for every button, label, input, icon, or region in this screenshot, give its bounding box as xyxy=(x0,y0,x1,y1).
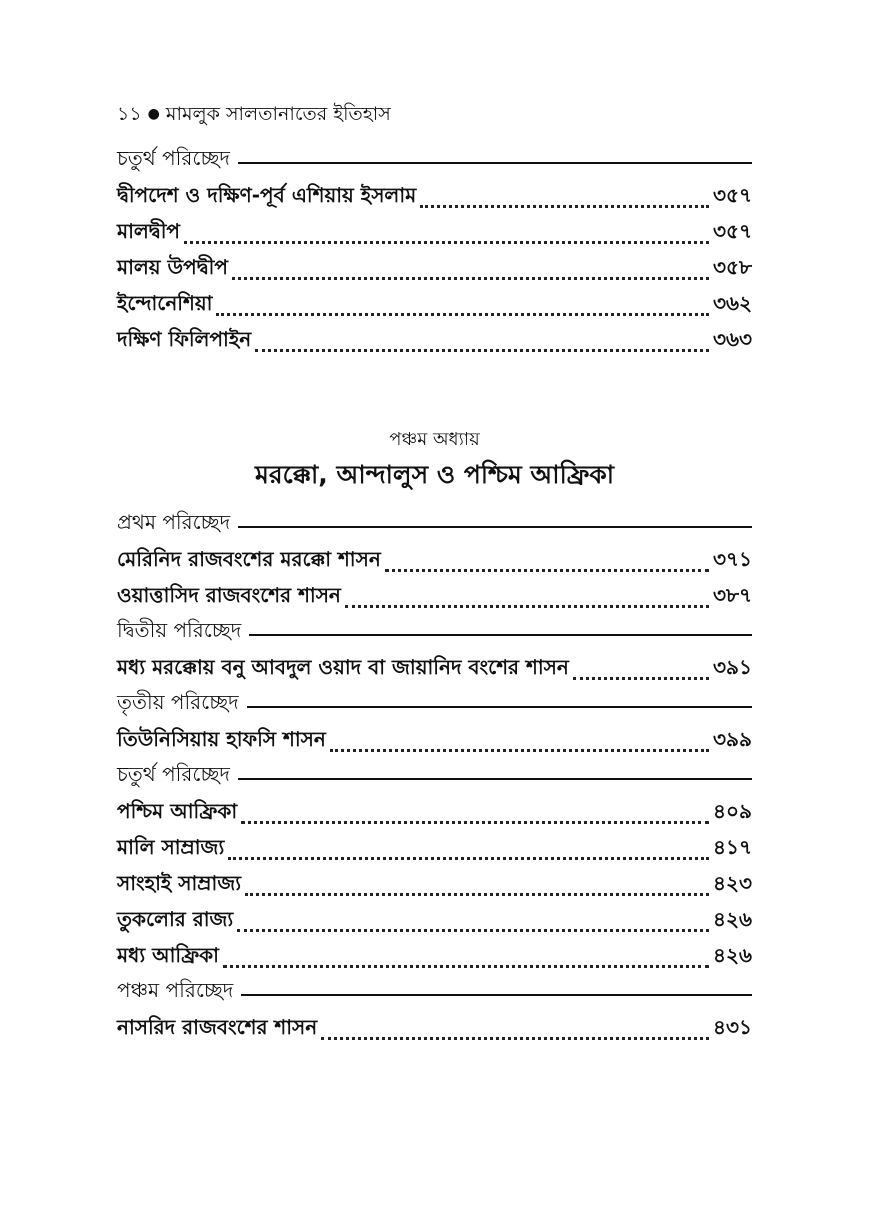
entry-title: দক্ষিণ ফিলিপাইন xyxy=(117,327,252,351)
dot-leader xyxy=(573,677,709,680)
entry-page: ৩৯১ xyxy=(713,655,752,679)
toc-entry[interactable] xyxy=(117,902,752,938)
dot-leader xyxy=(223,965,709,968)
dot-leader xyxy=(321,1037,709,1040)
chapter-rule xyxy=(241,994,752,996)
entry-page: ৪২৩ xyxy=(713,871,752,895)
entry-title: দ্বীপদেশ ও দক্ষিণ-পূর্ব এশিয়ায় ইসলাম xyxy=(117,183,417,207)
dot-leader xyxy=(241,821,709,824)
entry-page: ৩৬৩ xyxy=(712,327,752,351)
entry-title: তুকলোর রাজ্য xyxy=(117,907,234,931)
part-title: মরক্কো, আন্দালুস ও পশ্চিম আফ্রিকা xyxy=(254,460,615,489)
chapter-label: পঞ্চম পরিচ্ছেদ xyxy=(117,977,234,1002)
toc-entry[interactable] xyxy=(117,578,752,614)
entry-title: মালদ্বীপ xyxy=(117,219,180,243)
entry-title: নাসরিদ রাজবংশের শাসন xyxy=(117,1015,318,1039)
toc-entry[interactable] xyxy=(117,650,752,686)
chapter-heading xyxy=(117,758,752,794)
dot-leader xyxy=(245,893,709,896)
chapter-heading xyxy=(117,686,752,722)
toc-section-1 xyxy=(117,142,752,358)
part-number: পঞ্চম অধ্যায় xyxy=(389,429,480,450)
dot-leader xyxy=(420,205,709,208)
chapter-heading xyxy=(117,142,752,178)
entry-page: ৩৫৭ xyxy=(713,219,752,243)
toc-entry[interactable] xyxy=(117,178,752,214)
toc-section-2 xyxy=(117,506,752,1046)
entry-title: সাংহাই সাম্রাজ্য xyxy=(117,871,242,895)
dot-leader xyxy=(345,605,709,608)
toc-entry[interactable] xyxy=(117,542,752,578)
chapter-rule xyxy=(249,634,752,636)
toc-entry[interactable] xyxy=(117,938,752,974)
entry-title: মধ্য মরক্কোয় বনু আবদুল ওয়াদ বা জায়ানিদ বংশের শাসন xyxy=(117,655,569,679)
toc-entry[interactable] xyxy=(117,866,752,902)
chapter-label: প্রথম পরিচ্ছেদ xyxy=(117,509,231,534)
dot-leader xyxy=(385,569,709,572)
dot-leader xyxy=(237,929,709,932)
entry-title: তিউনিসিয়ায় হাফসি শাসন xyxy=(117,727,326,751)
book-title: মামলুক সালতানাতের ইতিহাস xyxy=(165,103,391,125)
dot-leader xyxy=(232,277,709,280)
toc-entry[interactable] xyxy=(117,250,752,286)
dot-leader xyxy=(330,749,709,752)
chapter-rule xyxy=(238,526,752,528)
toc-entry[interactable] xyxy=(117,322,752,358)
entry-page: ৪১৭ xyxy=(713,835,752,859)
entry-title: পশ্চিম আফ্রিকা xyxy=(117,799,238,823)
toc-entry[interactable] xyxy=(117,722,752,758)
entry-title: মালি সাম্রাজ্য xyxy=(117,835,225,859)
entry-page: ৩৮৭ xyxy=(713,583,752,607)
dot-leader xyxy=(216,313,709,316)
entry-title: ইন্দোনেশিয়া xyxy=(117,291,213,315)
dot-leader xyxy=(255,349,709,352)
entry-title: মেরিনিদ রাজবংশের মরক্কো শাসন xyxy=(117,547,381,571)
entry-page: ৪২৬ xyxy=(713,907,752,931)
toc-entry[interactable] xyxy=(117,286,752,322)
part-heading xyxy=(117,425,752,495)
entry-page: ৩৬২ xyxy=(712,291,752,315)
toc-entry[interactable] xyxy=(117,830,752,866)
entry-page: ৪৩১ xyxy=(713,1015,752,1039)
chapter-label: দ্বিতীয় পরিচ্ছেদ xyxy=(117,617,242,642)
toc-entry[interactable] xyxy=(117,1010,752,1046)
dot-leader xyxy=(228,857,709,860)
entry-title: মালয় উপদ্বীপ xyxy=(117,255,228,279)
chapter-rule xyxy=(238,778,752,780)
entry-page: ৪২৬ xyxy=(713,943,752,967)
toc-entry[interactable] xyxy=(117,794,752,830)
chapter-label: তৃতীয় পরিচ্ছেদ xyxy=(117,689,239,714)
chapter-heading xyxy=(117,974,752,1010)
chapter-rule xyxy=(238,162,752,164)
chapter-label: চতুর্থ পরিচ্ছেদ xyxy=(117,145,230,170)
chapter-label: চতুর্থ পরিচ্ছেদ xyxy=(117,761,230,786)
entry-page: ৩৯৯ xyxy=(713,727,752,751)
entry-page: ৩৭১ xyxy=(713,547,752,571)
chapter-heading xyxy=(117,506,752,542)
bullet-icon: ● xyxy=(147,106,160,122)
chapter-heading xyxy=(117,614,752,650)
toc-entry[interactable] xyxy=(117,214,752,250)
running-header xyxy=(117,100,757,132)
entry-title: মধ্য আফ্রিকা xyxy=(117,943,219,967)
entry-page: ৩৫৮ xyxy=(713,255,752,279)
chapter-rule xyxy=(247,706,752,708)
entry-title: ওয়াত্তাসিদ রাজবংশের শাসন xyxy=(117,583,341,607)
page-number: ১১ xyxy=(117,103,142,125)
entry-page: ৩৫৭ xyxy=(713,183,752,207)
dot-leader xyxy=(184,241,709,244)
entry-page: ৪০৯ xyxy=(713,799,752,823)
